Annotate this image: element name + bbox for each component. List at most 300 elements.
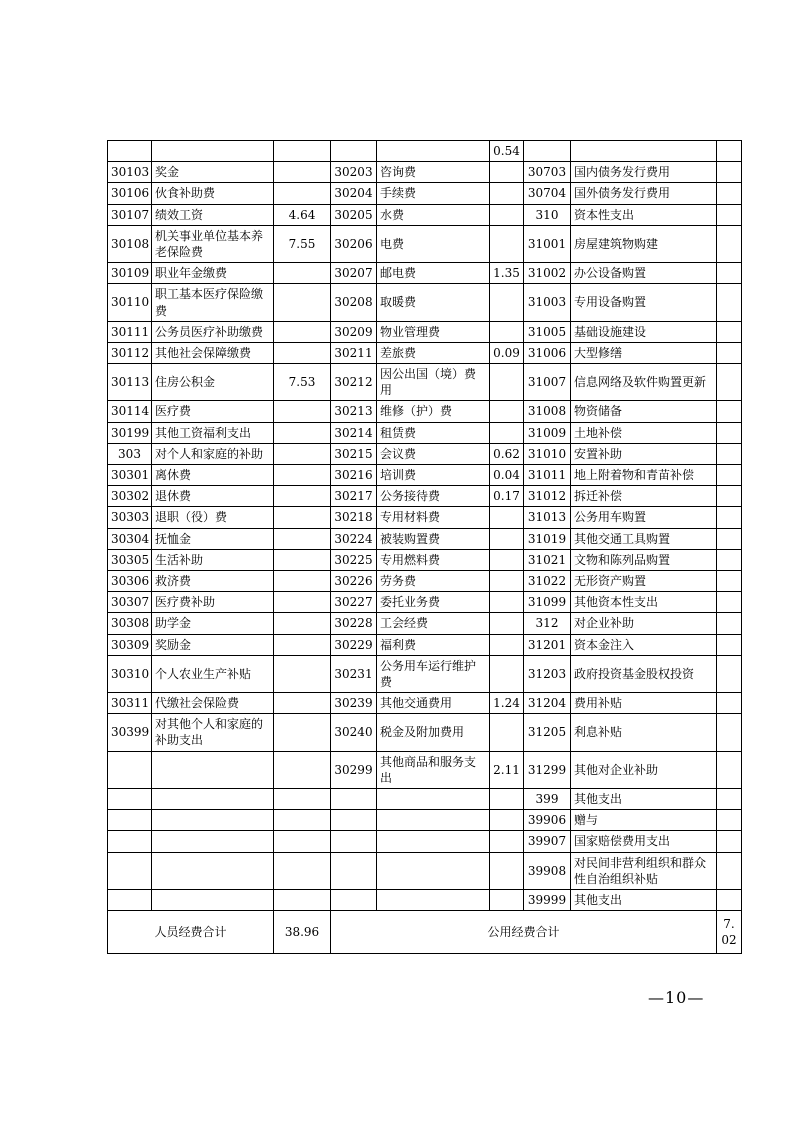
code-cell: 30106 bbox=[108, 183, 152, 204]
amount-cell: 0.09 bbox=[490, 342, 524, 363]
name-cell bbox=[377, 789, 490, 810]
code-cell: 30307 bbox=[108, 592, 152, 613]
code-cell bbox=[331, 810, 377, 831]
code-cell: 30229 bbox=[331, 634, 377, 655]
name-cell: 工会经费 bbox=[377, 613, 490, 634]
amount-cell bbox=[490, 401, 524, 422]
name-cell: 咨询费 bbox=[377, 162, 490, 183]
name-cell: 对民间非营利组织和群众性自治组织补贴 bbox=[571, 852, 717, 889]
amount-cell bbox=[274, 810, 331, 831]
amount-cell bbox=[274, 570, 331, 591]
name-cell: 公务接待费 bbox=[377, 486, 490, 507]
code-cell: 31011 bbox=[524, 465, 571, 486]
page-number: —10— bbox=[648, 988, 705, 1007]
amount-cell bbox=[490, 634, 524, 655]
amount-cell bbox=[274, 263, 331, 284]
amount-cell bbox=[490, 789, 524, 810]
name-cell bbox=[152, 789, 274, 810]
public-total-label: 公用经费合计 bbox=[331, 911, 717, 954]
code-cell: 30205 bbox=[331, 204, 377, 225]
code-cell: 30302 bbox=[108, 486, 152, 507]
amount-cell bbox=[490, 570, 524, 591]
name-cell: 因公出国（境）费用 bbox=[377, 364, 490, 401]
name-cell: 代缴社会保险费 bbox=[152, 693, 274, 714]
code-cell: 30226 bbox=[331, 570, 377, 591]
code-cell: 30227 bbox=[331, 592, 377, 613]
name-cell: 其他支出 bbox=[571, 889, 717, 910]
code-cell: 31299 bbox=[524, 751, 571, 788]
name-cell: 基础设施建设 bbox=[571, 321, 717, 342]
name-cell: 其他交通费用 bbox=[377, 693, 490, 714]
code-cell: 31002 bbox=[524, 263, 571, 284]
table-row bbox=[108, 852, 742, 889]
code-cell bbox=[331, 889, 377, 910]
code-cell: 30214 bbox=[331, 422, 377, 443]
amount-cell bbox=[274, 507, 331, 528]
name-cell bbox=[152, 810, 274, 831]
amount-cell: 0.04 bbox=[490, 465, 524, 486]
table-row bbox=[108, 443, 742, 464]
code-cell: 30218 bbox=[331, 507, 377, 528]
name-cell bbox=[377, 831, 490, 852]
code-cell bbox=[108, 889, 152, 910]
name-cell: 地上附着物和青苗补偿 bbox=[571, 465, 717, 486]
code-cell: 31009 bbox=[524, 422, 571, 443]
code-cell: 30114 bbox=[108, 401, 152, 422]
amount-cell bbox=[717, 751, 742, 788]
table-row bbox=[108, 693, 742, 714]
name-cell: 利息补贴 bbox=[571, 714, 717, 751]
table-row bbox=[108, 204, 742, 225]
name-cell: 物资储备 bbox=[571, 401, 717, 422]
amount-cell bbox=[490, 528, 524, 549]
name-cell: 专用设备购置 bbox=[571, 284, 717, 321]
personnel-total-label: 人员经费合计 bbox=[108, 911, 274, 954]
amount-cell bbox=[490, 714, 524, 751]
name-cell: 专用材料费 bbox=[377, 507, 490, 528]
name-cell: 物业管理费 bbox=[377, 321, 490, 342]
name-cell: 国家赔偿费用支出 bbox=[571, 831, 717, 852]
amount-cell bbox=[274, 852, 331, 889]
code-cell bbox=[331, 852, 377, 889]
name-cell: 离休费 bbox=[152, 465, 274, 486]
table-row bbox=[108, 225, 742, 262]
amount-cell bbox=[274, 714, 331, 751]
name-cell: 助学金 bbox=[152, 613, 274, 634]
code-cell: 30204 bbox=[331, 183, 377, 204]
code-cell: 399 bbox=[524, 789, 571, 810]
amount-cell bbox=[717, 852, 742, 889]
table-row bbox=[108, 528, 742, 549]
code-cell: 31205 bbox=[524, 714, 571, 751]
amount-cell bbox=[274, 634, 331, 655]
name-cell: 资本金注入 bbox=[571, 634, 717, 655]
amount-cell bbox=[717, 592, 742, 613]
code-cell: 31203 bbox=[524, 655, 571, 692]
code-cell: 30110 bbox=[108, 284, 152, 321]
amount-cell: 0.17 bbox=[490, 486, 524, 507]
amount-cell bbox=[274, 549, 331, 570]
name-cell: 退休费 bbox=[152, 486, 274, 507]
name-cell: 办公设备购置 bbox=[571, 263, 717, 284]
code-cell bbox=[331, 141, 377, 162]
code-cell: 30107 bbox=[108, 204, 152, 225]
name-cell: 其他支出 bbox=[571, 789, 717, 810]
name-cell: 医疗费 bbox=[152, 401, 274, 422]
code-cell: 31021 bbox=[524, 549, 571, 570]
code-cell: 30212 bbox=[331, 364, 377, 401]
name-cell: 其他资本性支出 bbox=[571, 592, 717, 613]
table-row bbox=[108, 810, 742, 831]
table-row bbox=[108, 613, 742, 634]
code-cell bbox=[108, 789, 152, 810]
amount-cell bbox=[717, 889, 742, 910]
name-cell bbox=[152, 852, 274, 889]
name-cell: 劳务费 bbox=[377, 570, 490, 591]
amount-cell bbox=[274, 613, 331, 634]
amount-cell bbox=[717, 714, 742, 751]
amount-cell bbox=[717, 549, 742, 570]
amount-cell bbox=[274, 889, 331, 910]
name-cell: 委托业务费 bbox=[377, 592, 490, 613]
table-row bbox=[108, 751, 742, 788]
name-cell bbox=[152, 141, 274, 162]
amount-cell bbox=[717, 570, 742, 591]
code-cell: 31005 bbox=[524, 321, 571, 342]
name-cell: 赠与 bbox=[571, 810, 717, 831]
code-cell: 30240 bbox=[331, 714, 377, 751]
table-row bbox=[108, 789, 742, 810]
code-cell: 30305 bbox=[108, 549, 152, 570]
amount-cell bbox=[490, 284, 524, 321]
code-cell bbox=[108, 141, 152, 162]
code-cell: 30228 bbox=[331, 613, 377, 634]
name-cell bbox=[152, 889, 274, 910]
amount-cell bbox=[274, 831, 331, 852]
budget-table bbox=[107, 140, 742, 954]
name-cell: 无形资产购置 bbox=[571, 570, 717, 591]
code-cell: 30303 bbox=[108, 507, 152, 528]
name-cell: 公务员医疗补助缴费 bbox=[152, 321, 274, 342]
code-cell: 30208 bbox=[331, 284, 377, 321]
name-cell bbox=[377, 141, 490, 162]
budget-table-body bbox=[108, 141, 742, 911]
name-cell: 奖金 bbox=[152, 162, 274, 183]
name-cell bbox=[377, 889, 490, 910]
amount-cell bbox=[274, 321, 331, 342]
amount-cell bbox=[490, 507, 524, 528]
amount-cell bbox=[717, 263, 742, 284]
code-cell: 31003 bbox=[524, 284, 571, 321]
name-cell: 资本性支出 bbox=[571, 204, 717, 225]
amount-cell bbox=[274, 592, 331, 613]
amount-cell bbox=[490, 162, 524, 183]
name-cell: 费用补贴 bbox=[571, 693, 717, 714]
amount-cell bbox=[490, 549, 524, 570]
amount-cell bbox=[490, 852, 524, 889]
name-cell: 国内债务发行费用 bbox=[571, 162, 717, 183]
name-cell: 个人农业生产补贴 bbox=[152, 655, 274, 692]
amount-cell bbox=[717, 422, 742, 443]
name-cell: 其他社会保障缴费 bbox=[152, 342, 274, 363]
budget-table-footer bbox=[108, 911, 742, 954]
code-cell bbox=[108, 810, 152, 831]
name-cell: 其他工资福利支出 bbox=[152, 422, 274, 443]
name-cell: 医疗费补助 bbox=[152, 592, 274, 613]
personnel-total-value: 38.96 bbox=[274, 911, 331, 954]
amount-cell bbox=[490, 655, 524, 692]
amount-cell bbox=[490, 422, 524, 443]
code-cell: 31007 bbox=[524, 364, 571, 401]
amount-cell bbox=[274, 655, 331, 692]
amount-cell: 0.54 bbox=[490, 141, 524, 162]
table-row bbox=[108, 592, 742, 613]
code-cell: 310 bbox=[524, 204, 571, 225]
table-row bbox=[108, 570, 742, 591]
table-row bbox=[108, 162, 742, 183]
table-row bbox=[108, 263, 742, 284]
name-cell bbox=[377, 810, 490, 831]
public-total-value: 7.02 bbox=[717, 911, 742, 954]
code-cell: 30304 bbox=[108, 528, 152, 549]
code-cell: 30213 bbox=[331, 401, 377, 422]
name-cell: 对其他个人和家庭的补助支出 bbox=[152, 714, 274, 751]
amount-cell bbox=[717, 634, 742, 655]
code-cell: 31099 bbox=[524, 592, 571, 613]
amount-cell bbox=[274, 422, 331, 443]
code-cell: 30206 bbox=[331, 225, 377, 262]
table-row bbox=[108, 655, 742, 692]
code-cell bbox=[524, 141, 571, 162]
name-cell bbox=[571, 141, 717, 162]
amount-cell bbox=[274, 528, 331, 549]
code-cell: 31010 bbox=[524, 443, 571, 464]
code-cell: 31022 bbox=[524, 570, 571, 591]
amount-cell bbox=[490, 321, 524, 342]
code-cell: 31204 bbox=[524, 693, 571, 714]
code-cell: 30203 bbox=[331, 162, 377, 183]
name-cell: 生活补助 bbox=[152, 549, 274, 570]
table-row bbox=[108, 634, 742, 655]
code-cell: 30239 bbox=[331, 693, 377, 714]
table-row bbox=[108, 831, 742, 852]
name-cell: 专用燃料费 bbox=[377, 549, 490, 570]
amount-cell bbox=[717, 486, 742, 507]
amount-cell bbox=[717, 789, 742, 810]
code-cell: 31201 bbox=[524, 634, 571, 655]
code-cell: 312 bbox=[524, 613, 571, 634]
name-cell: 政府投资基金股权投资 bbox=[571, 655, 717, 692]
name-cell: 文物和陈列品购置 bbox=[571, 549, 717, 570]
name-cell: 水费 bbox=[377, 204, 490, 225]
amount-cell bbox=[717, 613, 742, 634]
code-cell: 39907 bbox=[524, 831, 571, 852]
table-row bbox=[108, 321, 742, 342]
code-cell: 39999 bbox=[524, 889, 571, 910]
code-cell: 30225 bbox=[331, 549, 377, 570]
amount-cell bbox=[274, 789, 331, 810]
amount-cell bbox=[717, 225, 742, 262]
amount-cell: 0.62 bbox=[490, 443, 524, 464]
amount-cell bbox=[490, 810, 524, 831]
name-cell: 伙食补助费 bbox=[152, 183, 274, 204]
code-cell: 30111 bbox=[108, 321, 152, 342]
code-cell bbox=[108, 852, 152, 889]
code-cell: 30207 bbox=[331, 263, 377, 284]
code-cell bbox=[108, 831, 152, 852]
code-cell: 30309 bbox=[108, 634, 152, 655]
name-cell: 租赁费 bbox=[377, 422, 490, 443]
name-cell: 手续费 bbox=[377, 183, 490, 204]
name-cell: 奖励金 bbox=[152, 634, 274, 655]
name-cell: 对个人和家庭的补助 bbox=[152, 443, 274, 464]
code-cell: 30301 bbox=[108, 465, 152, 486]
code-cell: 30311 bbox=[108, 693, 152, 714]
amount-cell bbox=[490, 183, 524, 204]
amount-cell bbox=[717, 443, 742, 464]
name-cell: 公务用车运行维护费 bbox=[377, 655, 490, 692]
amount-cell bbox=[717, 831, 742, 852]
amount-cell bbox=[717, 655, 742, 692]
code-cell: 31012 bbox=[524, 486, 571, 507]
code-cell: 30704 bbox=[524, 183, 571, 204]
code-cell: 39906 bbox=[524, 810, 571, 831]
amount-cell bbox=[274, 465, 331, 486]
name-cell: 救济费 bbox=[152, 570, 274, 591]
amount-cell bbox=[274, 183, 331, 204]
code-cell: 30224 bbox=[331, 528, 377, 549]
amount-cell bbox=[490, 225, 524, 262]
code-cell: 30231 bbox=[331, 655, 377, 692]
amount-cell: 1.24 bbox=[490, 693, 524, 714]
name-cell: 其他商品和服务支出 bbox=[377, 751, 490, 788]
name-cell: 电费 bbox=[377, 225, 490, 262]
amount-cell bbox=[717, 401, 742, 422]
name-cell: 维修（护）费 bbox=[377, 401, 490, 422]
amount-cell bbox=[717, 364, 742, 401]
code-cell: 30306 bbox=[108, 570, 152, 591]
name-cell: 国外债务发行费用 bbox=[571, 183, 717, 204]
amount-cell bbox=[717, 465, 742, 486]
amount-cell: 7.53 bbox=[274, 364, 331, 401]
name-cell: 信息网络及软件购置更新 bbox=[571, 364, 717, 401]
name-cell: 其他对企业补助 bbox=[571, 751, 717, 788]
amount-cell bbox=[490, 204, 524, 225]
code-cell: 30113 bbox=[108, 364, 152, 401]
amount-cell: 2.11 bbox=[490, 751, 524, 788]
table-row bbox=[108, 342, 742, 363]
code-cell: 31013 bbox=[524, 507, 571, 528]
name-cell bbox=[377, 852, 490, 889]
code-cell: 31001 bbox=[524, 225, 571, 262]
name-cell: 培训费 bbox=[377, 465, 490, 486]
amount-cell bbox=[490, 889, 524, 910]
code-cell bbox=[331, 831, 377, 852]
amount-cell bbox=[717, 342, 742, 363]
table-row bbox=[108, 549, 742, 570]
totals-row bbox=[108, 911, 742, 954]
code-cell: 30703 bbox=[524, 162, 571, 183]
code-cell: 30217 bbox=[331, 486, 377, 507]
name-cell: 抚恤金 bbox=[152, 528, 274, 549]
code-cell: 30109 bbox=[108, 263, 152, 284]
amount-cell bbox=[717, 528, 742, 549]
name-cell: 取暖费 bbox=[377, 284, 490, 321]
code-cell: 30103 bbox=[108, 162, 152, 183]
table-row bbox=[108, 422, 742, 443]
amount-cell bbox=[717, 284, 742, 321]
name-cell: 职工基本医疗保险缴费 bbox=[152, 284, 274, 321]
table-row bbox=[108, 401, 742, 422]
name-cell: 福利费 bbox=[377, 634, 490, 655]
table-row bbox=[108, 465, 742, 486]
amount-cell bbox=[717, 204, 742, 225]
amount-cell bbox=[274, 693, 331, 714]
code-cell: 30215 bbox=[331, 443, 377, 464]
amount-cell bbox=[274, 751, 331, 788]
code-cell: 30199 bbox=[108, 422, 152, 443]
table-row bbox=[108, 714, 742, 751]
table-row bbox=[108, 183, 742, 204]
amount-cell: 7.55 bbox=[274, 225, 331, 262]
name-cell: 大型修缮 bbox=[571, 342, 717, 363]
amount-cell bbox=[490, 613, 524, 634]
table-row bbox=[108, 284, 742, 321]
amount-cell bbox=[717, 162, 742, 183]
table-row bbox=[108, 364, 742, 401]
name-cell: 安置补助 bbox=[571, 443, 717, 464]
name-cell: 公务用车购置 bbox=[571, 507, 717, 528]
amount-cell bbox=[490, 831, 524, 852]
amount-cell: 1.35 bbox=[490, 263, 524, 284]
code-cell: 31006 bbox=[524, 342, 571, 363]
name-cell: 机关事业单位基本养老保险费 bbox=[152, 225, 274, 262]
amount-cell bbox=[274, 284, 331, 321]
amount-cell bbox=[274, 401, 331, 422]
name-cell: 拆迁补偿 bbox=[571, 486, 717, 507]
table-row bbox=[108, 889, 742, 910]
name-cell: 差旅费 bbox=[377, 342, 490, 363]
code-cell: 303 bbox=[108, 443, 152, 464]
amount-cell bbox=[717, 693, 742, 714]
amount-cell bbox=[490, 364, 524, 401]
code-cell: 30112 bbox=[108, 342, 152, 363]
name-cell bbox=[152, 751, 274, 788]
amount-cell: 4.64 bbox=[274, 204, 331, 225]
code-cell bbox=[108, 751, 152, 788]
amount-cell bbox=[717, 321, 742, 342]
table-row bbox=[108, 141, 742, 162]
name-cell: 其他交通工具购置 bbox=[571, 528, 717, 549]
name-cell: 退职（役）费 bbox=[152, 507, 274, 528]
amount-cell bbox=[274, 162, 331, 183]
code-cell bbox=[331, 789, 377, 810]
code-cell: 30211 bbox=[331, 342, 377, 363]
code-cell: 30310 bbox=[108, 655, 152, 692]
code-cell: 31008 bbox=[524, 401, 571, 422]
amount-cell bbox=[274, 141, 331, 162]
code-cell: 31019 bbox=[524, 528, 571, 549]
table-row bbox=[108, 486, 742, 507]
name-cell: 税金及附加费用 bbox=[377, 714, 490, 751]
code-cell: 30308 bbox=[108, 613, 152, 634]
code-cell: 30299 bbox=[331, 751, 377, 788]
name-cell bbox=[152, 831, 274, 852]
amount-cell bbox=[274, 443, 331, 464]
code-cell: 39908 bbox=[524, 852, 571, 889]
name-cell: 土地补偿 bbox=[571, 422, 717, 443]
amount-cell bbox=[717, 141, 742, 162]
